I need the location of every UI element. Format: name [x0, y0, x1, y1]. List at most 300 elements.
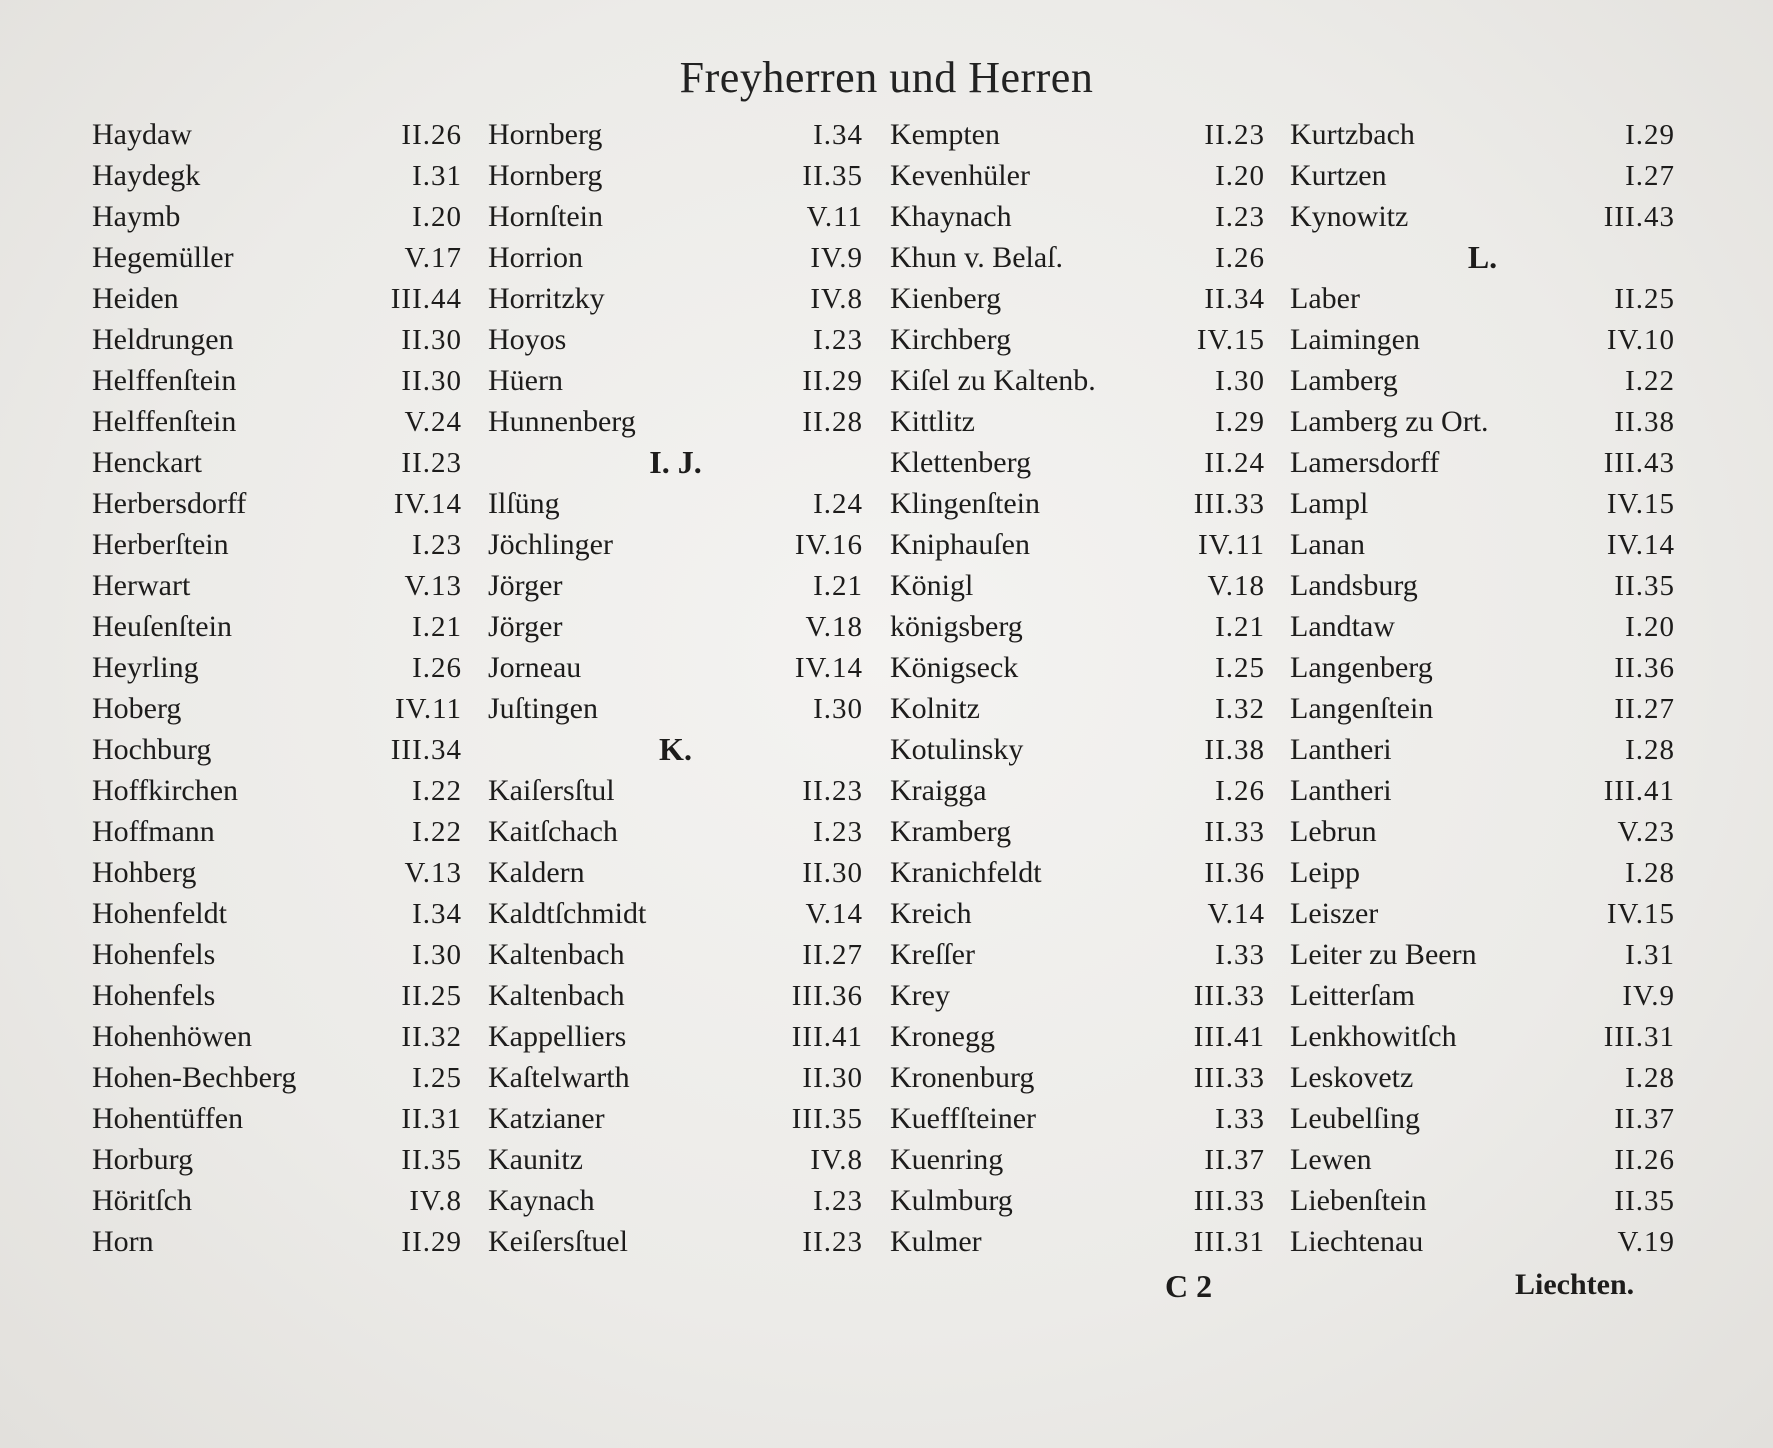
index-entry: [488, 1098, 863, 1139]
index-entry: [890, 1016, 1265, 1057]
index-entry: [890, 319, 1265, 360]
index-entry: [488, 1057, 863, 1098]
entry-name: Lebrun: [1290, 815, 1377, 848]
entry-name: Keiſersſtuel: [488, 1225, 628, 1258]
entry-name: Katzianer: [488, 1102, 605, 1135]
entry-reference: I.28: [1625, 857, 1675, 889]
entry-reference: II.28: [802, 406, 863, 438]
index-entry: [488, 975, 863, 1016]
entry-name: Kulmburg: [890, 1184, 1013, 1217]
entry-name: Kreich: [890, 897, 972, 930]
entry-name: Kotulinsky: [890, 733, 1024, 766]
entry-reference: IV.15: [1606, 488, 1675, 520]
entry-reference: II.25: [1614, 283, 1675, 315]
index-entry: [1290, 770, 1675, 811]
index-entry: [92, 1098, 462, 1139]
entry-name: Höritſch: [92, 1184, 192, 1217]
entry-reference: II.35: [1614, 570, 1675, 602]
index-entry: [488, 811, 863, 852]
entry-reference: I.23: [1215, 201, 1265, 233]
entry-reference: V.19: [1617, 1226, 1675, 1258]
entry-name: Leubelſing: [1290, 1102, 1420, 1135]
index-entry: [890, 278, 1265, 319]
entry-name: Haymb: [92, 200, 181, 233]
index-entry: [890, 1057, 1265, 1098]
entry-reference: I.22: [1625, 365, 1675, 397]
entry-name: Horburg: [92, 1143, 194, 1176]
entry-name: Lantheri: [1290, 733, 1392, 766]
index-entry: [890, 606, 1265, 647]
entry-name: Kappelliers: [488, 1020, 627, 1053]
entry-reference: I.26: [1215, 242, 1265, 274]
index-entry: [92, 155, 462, 196]
entry-name: Lenkhowitſch: [1290, 1020, 1457, 1053]
page-title: Freyherren und Herren: [679, 53, 1094, 102]
entry-reference: V.18: [805, 611, 863, 643]
index-entry: [92, 319, 462, 360]
index-entry: [92, 688, 462, 729]
entry-reference: V.13: [404, 857, 462, 889]
entry-reference: I.31: [412, 160, 462, 192]
entry-reference: II.31: [401, 1103, 462, 1135]
entry-reference: II.30: [401, 324, 462, 356]
catchword: Liechten.: [1515, 1268, 1635, 1301]
entry-reference: I.23: [813, 816, 863, 848]
index-entry: [1290, 524, 1675, 565]
entry-name: königsberg: [890, 610, 1023, 643]
entry-reference: I.22: [412, 816, 462, 848]
entry-name: Kaitſchach: [488, 815, 618, 848]
entry-name: Lamberg: [1290, 364, 1398, 397]
entry-reference: I.25: [412, 1062, 462, 1094]
index-entry: [1290, 565, 1675, 606]
entry-name: Lanan: [1290, 528, 1365, 561]
entry-reference: I.26: [1215, 775, 1265, 807]
index-entry: [92, 114, 462, 155]
entry-name: Jorneau: [488, 651, 582, 684]
entry-reference: I.33: [1215, 1103, 1265, 1135]
entry-reference: II.37: [1614, 1103, 1675, 1135]
entry-reference: I.24: [813, 488, 863, 520]
entry-name: Kronenburg: [890, 1061, 1035, 1094]
entry-reference: II.35: [1614, 1185, 1675, 1217]
entry-reference: IV.11: [394, 693, 462, 725]
entry-reference: I.29: [1215, 406, 1265, 438]
entry-reference: IV.15: [1196, 324, 1265, 356]
index-entry: [488, 196, 863, 237]
entry-name: Leskovetz: [1290, 1061, 1414, 1094]
index-entry: [1290, 852, 1675, 893]
index-entry: [92, 770, 462, 811]
entry-reference: II.37: [1204, 1144, 1265, 1176]
entry-name: Kaunitz: [488, 1143, 583, 1176]
entry-reference: I.34: [412, 898, 462, 930]
entry-reference: II.23: [802, 775, 863, 807]
entry-name: Hohen-Bechberg: [92, 1061, 297, 1094]
entry-name: Laber: [1290, 282, 1360, 315]
entry-reference: I.21: [412, 611, 462, 643]
index-entry: [1290, 360, 1675, 401]
entry-name: Jöchlinger: [488, 528, 613, 561]
entry-name: Landsburg: [1290, 569, 1418, 602]
entry-reference: III.31: [1603, 1021, 1675, 1053]
index-entry: [1290, 114, 1675, 155]
index-entry: [890, 975, 1265, 1016]
entry-name: Hohenfels: [92, 938, 216, 971]
entry-reference: IV.8: [409, 1185, 462, 1217]
index-entry: [890, 401, 1265, 442]
index-entry: [1290, 1180, 1675, 1221]
entry-name: Heiden: [92, 282, 179, 315]
index-entry: [92, 1016, 462, 1057]
index-entry: [488, 688, 863, 729]
index-entry: [488, 1221, 863, 1262]
entry-name: Kniphauſen: [890, 528, 1030, 561]
entry-reference: III.41: [1603, 775, 1675, 807]
section-heading: L.: [1467, 239, 1498, 275]
index-entry: [890, 647, 1265, 688]
entry-name: Kulmer: [890, 1225, 982, 1258]
index-entry: [92, 524, 462, 565]
index-entry: [1290, 975, 1675, 1016]
entry-reference: III.34: [390, 734, 462, 766]
index-entry: [890, 442, 1265, 483]
entry-reference: I.21: [1215, 611, 1265, 643]
index-entry: [1290, 606, 1675, 647]
entry-name: Khaynach: [890, 200, 1012, 233]
entry-name: Leiszer: [1290, 897, 1379, 930]
entry-name: Hornſtein: [488, 200, 603, 233]
entry-reference: I.22: [412, 775, 462, 807]
index-entry: [488, 360, 863, 401]
entry-reference: III.33: [1193, 980, 1265, 1012]
entry-reference: III.43: [1603, 447, 1675, 479]
entry-name: Lantheri: [1290, 774, 1392, 807]
entry-name: Hochburg: [92, 733, 212, 766]
entry-reference: III.33: [1193, 488, 1265, 520]
index-entry: [488, 483, 863, 524]
entry-reference: I.23: [412, 529, 462, 561]
entry-name: Kaynach: [488, 1184, 595, 1217]
index-entry: [92, 1057, 462, 1098]
entry-name: Leiter zu Beern: [1290, 938, 1477, 971]
entry-name: Kaiſersſtul: [488, 774, 615, 807]
entry-reference: V.13: [404, 570, 462, 602]
index-entry: [92, 852, 462, 893]
entry-reference: I.32: [1215, 693, 1265, 725]
entry-reference: I.21: [813, 570, 863, 602]
entry-name: Khun v. Belaſ.: [890, 241, 1064, 274]
entry-name: Kittlitz: [890, 405, 975, 438]
entry-reference: IV.14: [1606, 529, 1675, 561]
entry-reference: IV.9: [1622, 980, 1675, 1012]
entry-reference: I.28: [1625, 734, 1675, 766]
entry-reference: III.31: [1193, 1226, 1265, 1258]
entry-name: Hohenfeldt: [92, 897, 227, 930]
entry-reference: I.20: [412, 201, 462, 233]
index-entry: [92, 360, 462, 401]
entry-name: Jörger: [488, 610, 563, 643]
entry-reference: III.33: [1193, 1185, 1265, 1217]
entry-reference: I.33: [1215, 939, 1265, 971]
index-entry: [1290, 1057, 1675, 1098]
index-entry: [1290, 278, 1675, 319]
entry-name: Kaſtelwarth: [488, 1061, 630, 1094]
index-entry: [890, 811, 1265, 852]
entry-reference: IV.9: [810, 242, 863, 274]
entry-reference: I.28: [1625, 1062, 1675, 1094]
index-entry: [488, 893, 863, 934]
entry-name: Herbersdorff: [92, 487, 247, 520]
entry-reference: II.35: [401, 1144, 462, 1176]
index-entry: [890, 852, 1265, 893]
entry-name: Kaldtſchmidt: [488, 897, 647, 930]
index-entry: [890, 155, 1265, 196]
index-entry: [890, 893, 1265, 934]
index-entry: [890, 237, 1265, 278]
entry-name: Liechtenau: [1290, 1225, 1424, 1258]
entry-reference: II.30: [802, 1062, 863, 1094]
index-entry: [488, 565, 863, 606]
index-entry: [1290, 1098, 1675, 1139]
index-entry: [488, 852, 863, 893]
entry-reference: II.38: [1204, 734, 1265, 766]
index-entry: [92, 647, 462, 688]
entry-reference: I.20: [1215, 160, 1265, 192]
entry-name: Kranichfeldt: [890, 856, 1042, 889]
entry-reference: II.30: [802, 857, 863, 889]
index-entry: [890, 483, 1265, 524]
index-column-3: [890, 114, 1265, 1262]
entry-reference: II.30: [401, 365, 462, 397]
entry-name: Horrion: [488, 241, 583, 274]
entry-name: Horritzky: [488, 282, 605, 315]
entry-name: Kevenhüler: [890, 159, 1030, 192]
entry-reference: IV.8: [810, 283, 863, 315]
entry-name: Hunnenberg: [488, 405, 636, 438]
entry-name: Hüern: [488, 364, 563, 397]
entry-reference: II.27: [802, 939, 863, 971]
index-entry: [92, 606, 462, 647]
entry-reference: IV.10: [1606, 324, 1675, 356]
entry-name: Hohentüffen: [92, 1102, 244, 1135]
index-entry: [890, 729, 1265, 770]
entry-reference: II.23: [802, 1226, 863, 1258]
entry-reference: I.31: [1625, 939, 1675, 971]
index-entry: [890, 770, 1265, 811]
entry-name: Lewen: [1290, 1143, 1372, 1176]
entry-name: Krey: [890, 979, 950, 1012]
entry-name: Liebenſtein: [1290, 1184, 1427, 1217]
entry-reference: IV.16: [794, 529, 863, 561]
entry-reference: I.30: [412, 939, 462, 971]
entry-reference: II.24: [1204, 447, 1265, 479]
entry-name: Henckart: [92, 446, 202, 479]
index-entry: [92, 442, 462, 483]
index-entry: [488, 770, 863, 811]
entry-reference: III.36: [791, 980, 863, 1012]
section-heading: I. J.: [649, 444, 702, 480]
entry-name: Langenberg: [1290, 651, 1433, 684]
entry-reference: II.26: [1614, 1144, 1675, 1176]
entry-name: Haydegk: [92, 159, 201, 192]
index-entry: [890, 934, 1265, 975]
entry-reference: II.34: [1204, 283, 1265, 315]
index-entry: [92, 401, 462, 442]
entry-name: Leitterſam: [1290, 979, 1415, 1012]
index-entry: [488, 401, 863, 442]
index-entry: [1290, 934, 1675, 975]
index-entry: [488, 237, 863, 278]
entry-name: Kramberg: [890, 815, 1012, 848]
entry-name: Königseck: [890, 651, 1019, 684]
entry-reference: IV.15: [1606, 898, 1675, 930]
entry-name: Haydaw: [92, 118, 192, 151]
entry-name: Kuenring: [890, 1143, 1004, 1176]
entry-name: Hoffkirchen: [92, 774, 239, 807]
entry-name: Juſtingen: [488, 692, 598, 725]
entry-name: Leipp: [1290, 856, 1360, 889]
entry-name: Kurtzbach: [1290, 118, 1415, 151]
entry-reference: IV.14: [393, 488, 462, 520]
entry-name: Langenſtein: [1290, 692, 1434, 725]
entry-name: Kaldern: [488, 856, 585, 889]
entry-name: Hoffmann: [92, 815, 215, 848]
index-entry: [92, 278, 462, 319]
index-entry: [890, 688, 1265, 729]
entry-reference: I.29: [1625, 119, 1675, 151]
entry-reference: V.14: [1207, 898, 1265, 930]
index-entry: [1290, 196, 1675, 237]
entry-reference: I.25: [1215, 652, 1265, 684]
entry-name: Hegemüller: [92, 241, 234, 274]
entry-name: Herwart: [92, 569, 191, 602]
entry-reference: III.41: [1193, 1021, 1265, 1053]
entry-name: Kynowitz: [1290, 200, 1409, 233]
entry-name: Landtaw: [1290, 610, 1395, 643]
entry-name: Lampl: [1290, 487, 1369, 520]
entry-name: Lamberg zu Ort.: [1290, 405, 1489, 438]
entry-name: Lamersdorff: [1290, 446, 1440, 479]
index-entry: [890, 1180, 1265, 1221]
entry-name: Kiſel zu Kaltenb.: [890, 364, 1096, 397]
entry-reference: III.41: [791, 1021, 863, 1053]
index-entry: [1290, 319, 1675, 360]
index-entry: [92, 1221, 462, 1262]
index-entry: [1290, 401, 1675, 442]
index-entry: [92, 565, 462, 606]
index-entry: [890, 360, 1265, 401]
index-entry: [488, 278, 863, 319]
index-entry: [1290, 1221, 1675, 1262]
entry-reference: I.20: [1625, 611, 1675, 643]
entry-reference: I.34: [813, 119, 863, 151]
entry-name: Hornberg: [488, 159, 603, 192]
index-entry: [488, 1016, 863, 1057]
entry-name: Helffenſtein: [92, 364, 237, 397]
entry-name: Königl: [890, 569, 974, 602]
entry-reference: II.36: [1614, 652, 1675, 684]
entry-reference: II.27: [1614, 693, 1675, 725]
index-entry: [1290, 688, 1675, 729]
entry-name: Kienberg: [890, 282, 1002, 315]
index-entry: [92, 893, 462, 934]
index-entry: [1290, 155, 1675, 196]
index-entry: [890, 196, 1265, 237]
entry-reference: II.32: [401, 1021, 462, 1053]
index-entry: [488, 114, 863, 155]
index-entry: [488, 606, 863, 647]
index-entry: [890, 565, 1265, 606]
entry-name: Kolnitz: [890, 692, 980, 725]
index-entry: [890, 1221, 1265, 1262]
entry-reference: II.29: [802, 365, 863, 397]
entry-reference: II.25: [401, 980, 462, 1012]
signature-mark: C 2: [1165, 1268, 1213, 1304]
entry-name: Hoyos: [488, 323, 567, 356]
entry-reference: IV.11: [1197, 529, 1265, 561]
entry-reference: IV.14: [794, 652, 863, 684]
entry-name: Kronegg: [890, 1020, 995, 1053]
entry-reference: III.43: [1603, 201, 1675, 233]
index-entry: [488, 1180, 863, 1221]
entry-reference: II.35: [802, 160, 863, 192]
entry-name: Kempten: [890, 118, 1000, 151]
entry-reference: II.26: [401, 119, 462, 151]
index-entry: [1290, 442, 1675, 483]
index-column-2: [488, 114, 863, 1262]
entry-name: Helffenſtein: [92, 405, 237, 438]
entry-name: Hohenhöwen: [92, 1020, 252, 1053]
entry-reference: I.26: [412, 652, 462, 684]
entry-name: Hohenfels: [92, 979, 216, 1012]
entry-name: Hohberg: [92, 856, 197, 889]
entry-reference: V.24: [404, 406, 462, 438]
entry-name: Klingenſtein: [890, 487, 1040, 520]
section-heading: K.: [659, 731, 692, 767]
index-entry: [488, 647, 863, 688]
entry-name: Heuſenſtein: [92, 610, 232, 643]
entry-reference: II.33: [1204, 816, 1265, 848]
entry-name: Kurtzen: [1290, 159, 1387, 192]
entry-reference: V.17: [404, 242, 462, 274]
entry-name: Hoberg: [92, 692, 182, 725]
entry-reference: IV.8: [810, 1144, 863, 1176]
index-entry: [92, 729, 462, 770]
index-entry: [488, 155, 863, 196]
index-entry: [1290, 483, 1675, 524]
entry-name: Kraigga: [890, 774, 987, 807]
entry-reference: I.30: [813, 693, 863, 725]
index-entry: [1290, 811, 1675, 852]
entry-reference: V.14: [805, 898, 863, 930]
index-entry: [92, 1180, 462, 1221]
entry-reference: I.23: [813, 324, 863, 356]
entry-name: Heldrungen: [92, 323, 234, 356]
index-entry: [1290, 893, 1675, 934]
entry-reference: I.23: [813, 1185, 863, 1217]
index-entry: [92, 811, 462, 852]
index-entry: [488, 934, 863, 975]
entry-name: Ilſüng: [488, 487, 560, 520]
entry-reference: II.38: [1614, 406, 1675, 438]
index-entry: [1290, 1016, 1675, 1057]
entry-name: Kirchberg: [890, 323, 1012, 356]
index-entry: [890, 1139, 1265, 1180]
index-entry: [92, 975, 462, 1016]
entry-reference: III.33: [1193, 1062, 1265, 1094]
entry-reference: II.23: [1204, 119, 1265, 151]
